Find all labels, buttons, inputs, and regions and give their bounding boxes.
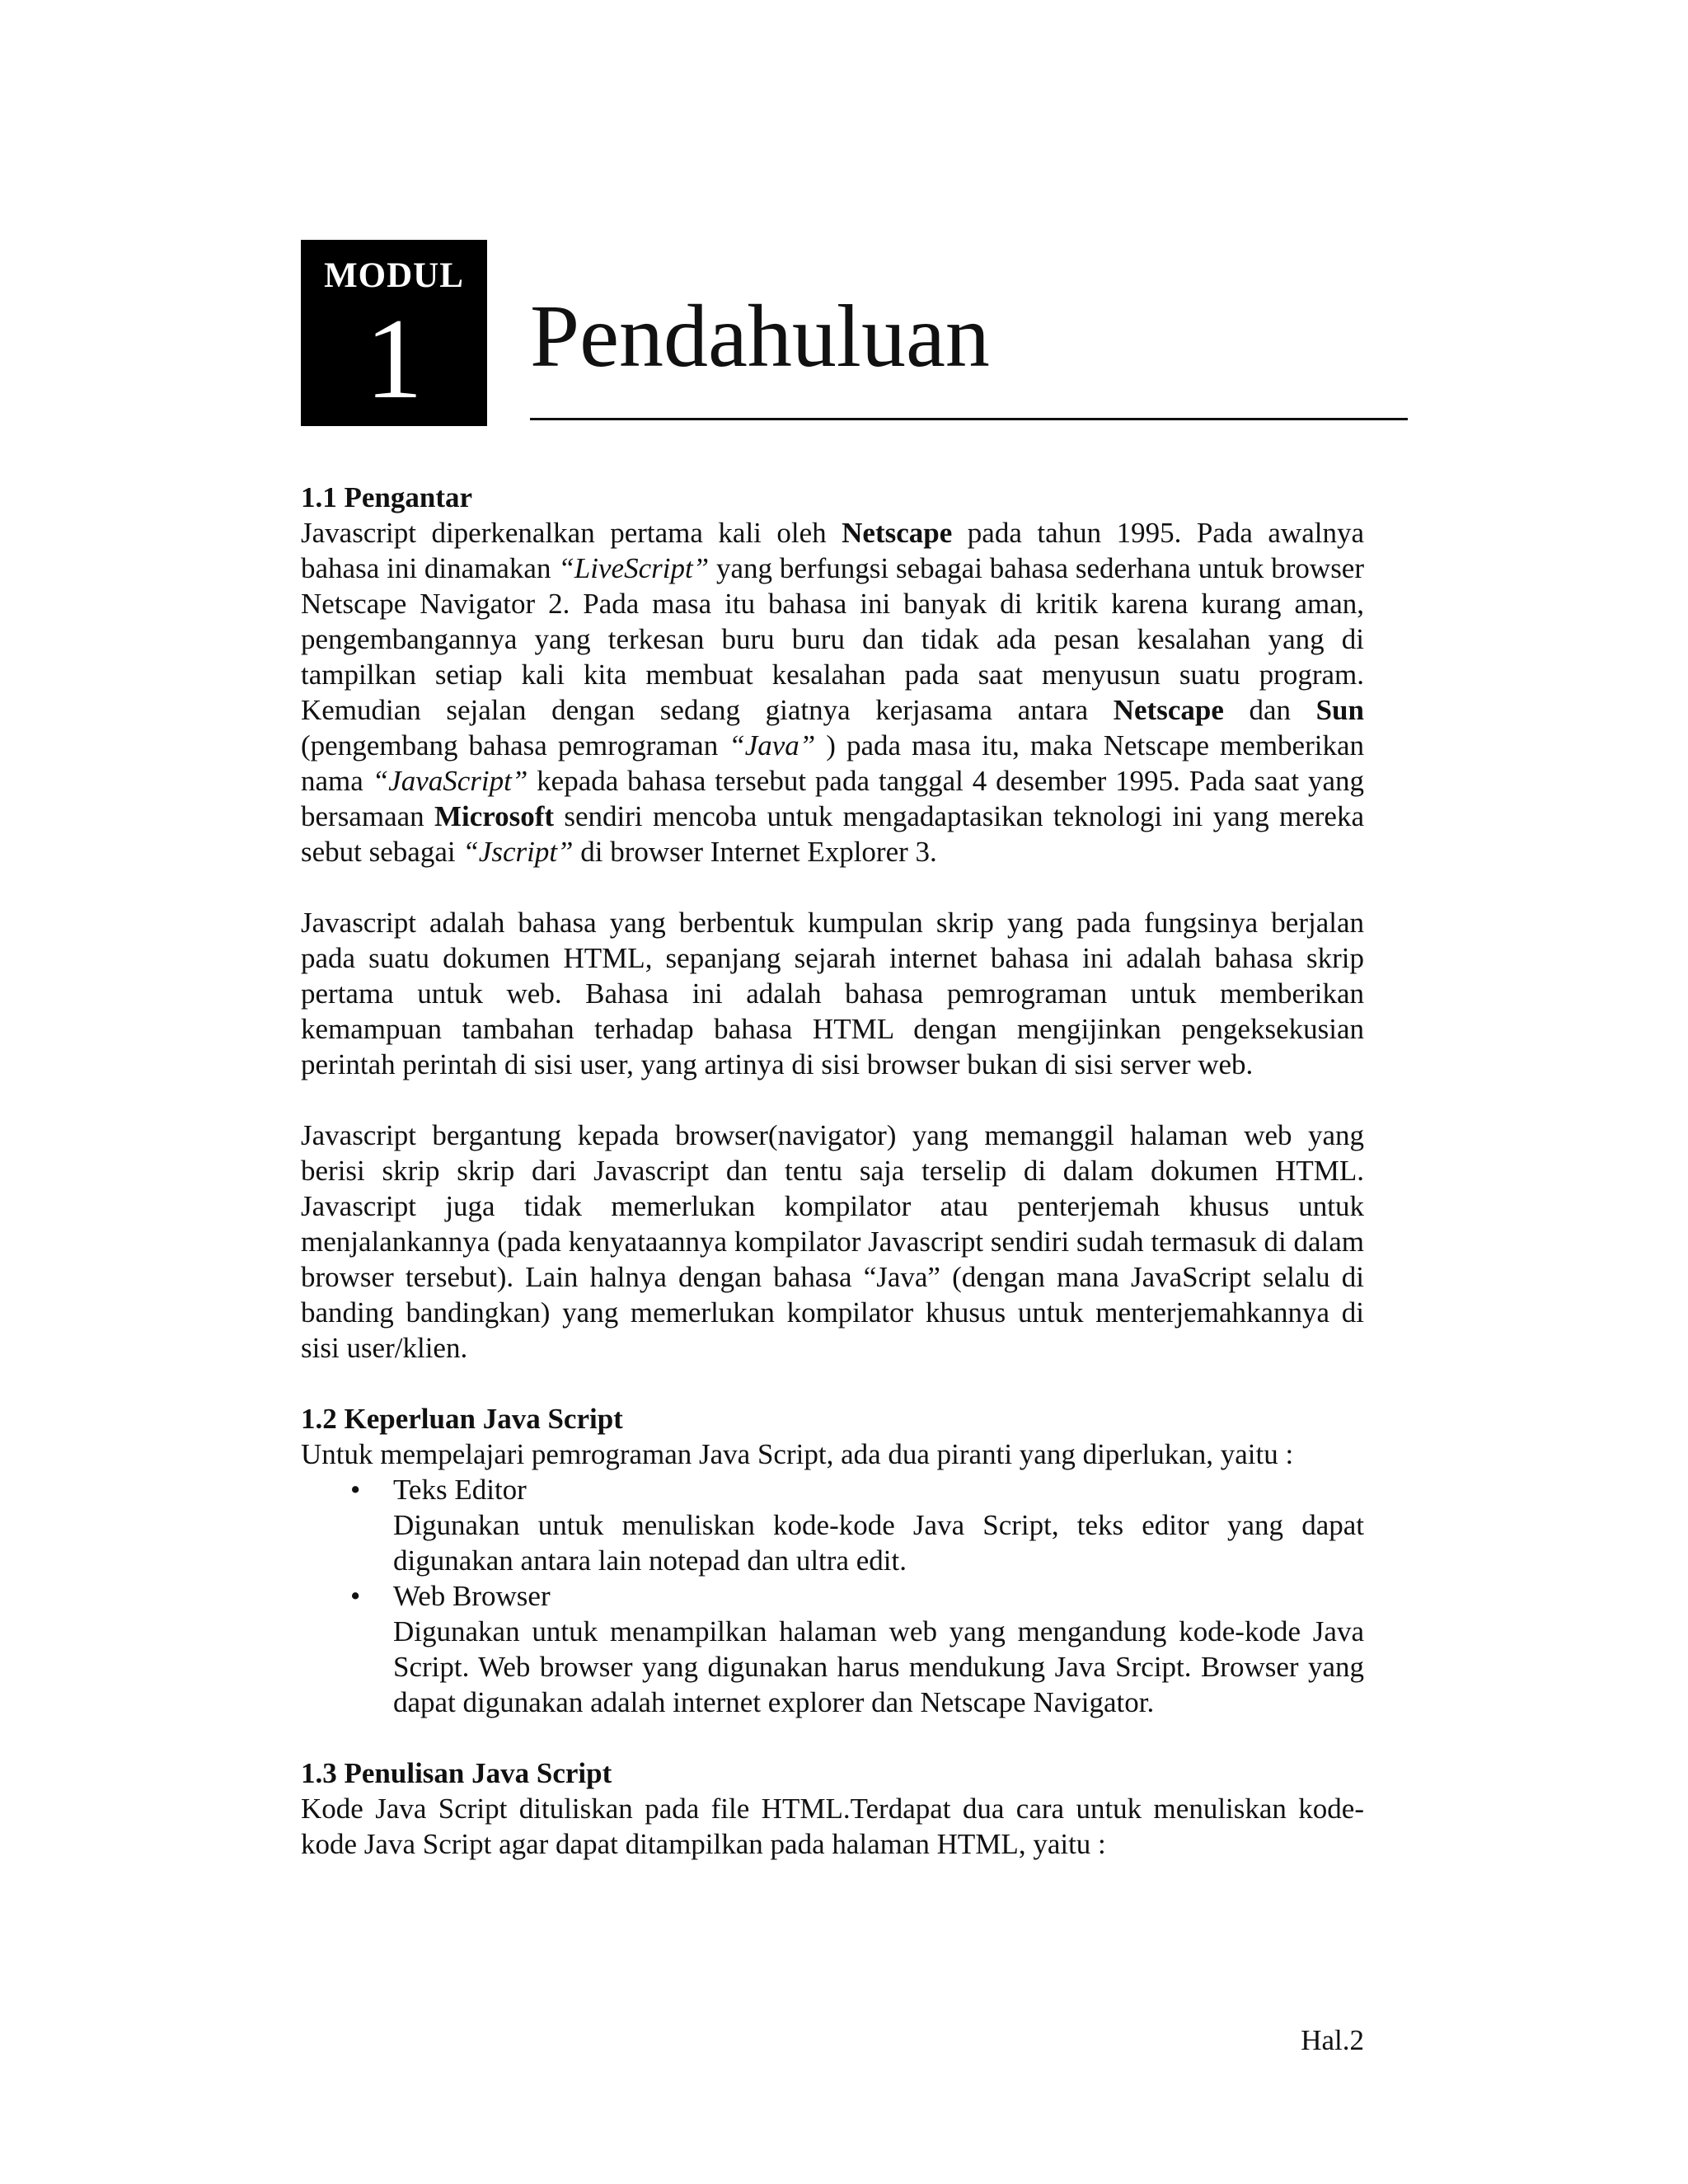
text-run: di browser Internet Explorer 3. [573,836,937,868]
bold-term: Microsoft [434,800,555,832]
italic-term: “Jscript” [462,836,574,868]
section-heading: 1.2 Keperluan Java Script [301,1403,623,1435]
section-penulisan [301,1755,1364,1862]
italic-term: “JavaScript” [372,765,528,797]
text-run: ) pada masa itu, maka Netscape memberikan nama [301,729,1364,797]
paragraph [301,515,1364,869]
section-heading: 1.3 Penulisan Java Script [301,1757,612,1789]
list-item-title: Teks Editor [393,1474,527,1506]
list-item [301,1472,1364,1578]
section-pengantar [301,480,1364,1366]
section-gap [301,1366,1364,1401]
section-heading: 1.1 Pengantar [301,481,473,513]
paragraph: Javascript adalah bahasa yang berbentuk kumpulan skrip yang pada fungsinya berjalan pada suatu dokumen HTML, sepanjang sejarah internet bahasa ini adalah bahasa skrip pertama untuk web. Bahasa ini adalah bahasa pemrograman untuk memberikan kemampuan tambahan terhadap bahasa HTML dengan mengijinkan pengeksekusian perintah perintah di sisi user, yang artinya di sisi browser bukan di sisi server web. [301,907,1364,1080]
text-run: dan [1223,694,1316,726]
text-run: pada tahun 1995. Pada awalnya bahasa ini dinamakan [301,517,1365,584]
requirements-list [301,1472,1364,1720]
section-gap [301,1720,1364,1755]
chapter-title: Pendahuluan [530,288,990,386]
bold-term: Netscape [1113,694,1224,726]
list-item-title: Web Browser [393,1580,551,1612]
section-keperluan [301,1401,1364,1720]
module-number: 1 [365,295,423,423]
bullet-icon: • [350,1580,361,1612]
italic-term: “Java” [729,729,816,762]
module-badge [301,240,487,426]
text-run: kepada bahasa tersebut pada tanggal 4 desember 1995. Pada saat yang bersamaan [301,765,1365,832]
list-item-description: Digunakan untuk menampilkan halaman web yang mengandung kode-kode Java Script. Web browser yang digunakan harus mendukung Java Srcipt. Browser yang dapat digunakan adalah internet explorer dan Netscape Navigator. [393,1615,1364,1718]
paragraph-gap [301,1082,1364,1118]
title-underline [530,418,1408,420]
paragraph-gap [301,869,1364,905]
bullet-icon: • [350,1474,361,1506]
text-run: sendiri mencoba untuk mengadaptasikan teknologi ini yang mereka sebut sebagai [301,800,1365,868]
list-item [301,1578,1364,1720]
list-item-description: Digunakan untuk menuliskan kode-kode Java Script, teks editor yang dapat digunakan antara lain notepad dan ultra edit. [393,1509,1364,1577]
bold-term: Netscape [842,517,953,549]
paragraph: Kode Java Script dituliskan pada file HTML.Terdapat dua cara untuk menuliskan kode-kode Java Script agar dapat ditampilkan pada halaman HTML, yaitu : [301,1793,1364,1860]
italic-term: “LiveScript” [558,552,710,584]
paragraph: Javascript bergantung kepada browser(navigator) yang memanggil halaman web yang berisi skrip skrip dari Javascript dan tentu saja terselip di dalam dokumen HTML. Javascript juga tidak memerlukan kompilator atau penterjemah khusus untuk menjalankannya (pada kenyataannya kompilator Javascript sendiri sudah termasuk di dalam browser tersebut). Lain halnya dengan bahasa “Java” (dengan mana JavaScript selalu di banding bandingkan) yang memerlukan kompilator khusus untuk menterjemahkannya di sisi user/klien. [301,1119,1364,1364]
page-number: Hal.2 [1301,2024,1364,2056]
text-run: (pengembang bahasa pemrograman [301,729,729,762]
text-run: Javascript diperkenalkan pertama kali oleh [301,517,842,549]
bold-term: Sun [1315,694,1364,726]
paragraph: Untuk mempelajari pemrograman Java Script, ada dua piranti yang diperlukan, yaitu : [301,1438,1294,1470]
text-run: yang berfungsi sebagai bahasa sederhana untuk browser Netscape Navigator 2. Pada masa itu bahasa ini banyak di kritik karena kurang aman, pengembangannya yang terkesan buru buru dan tidak ada pesan kesalahan yang di tampilkan setiap kali kita membuat kesalahan pada saat menyusun suatu program. Kemudian sejalan dengan sedang giatnya kerjasama antara [301,552,1365,726]
module-label: MODUL [324,256,464,295]
document-body [301,480,1364,1862]
